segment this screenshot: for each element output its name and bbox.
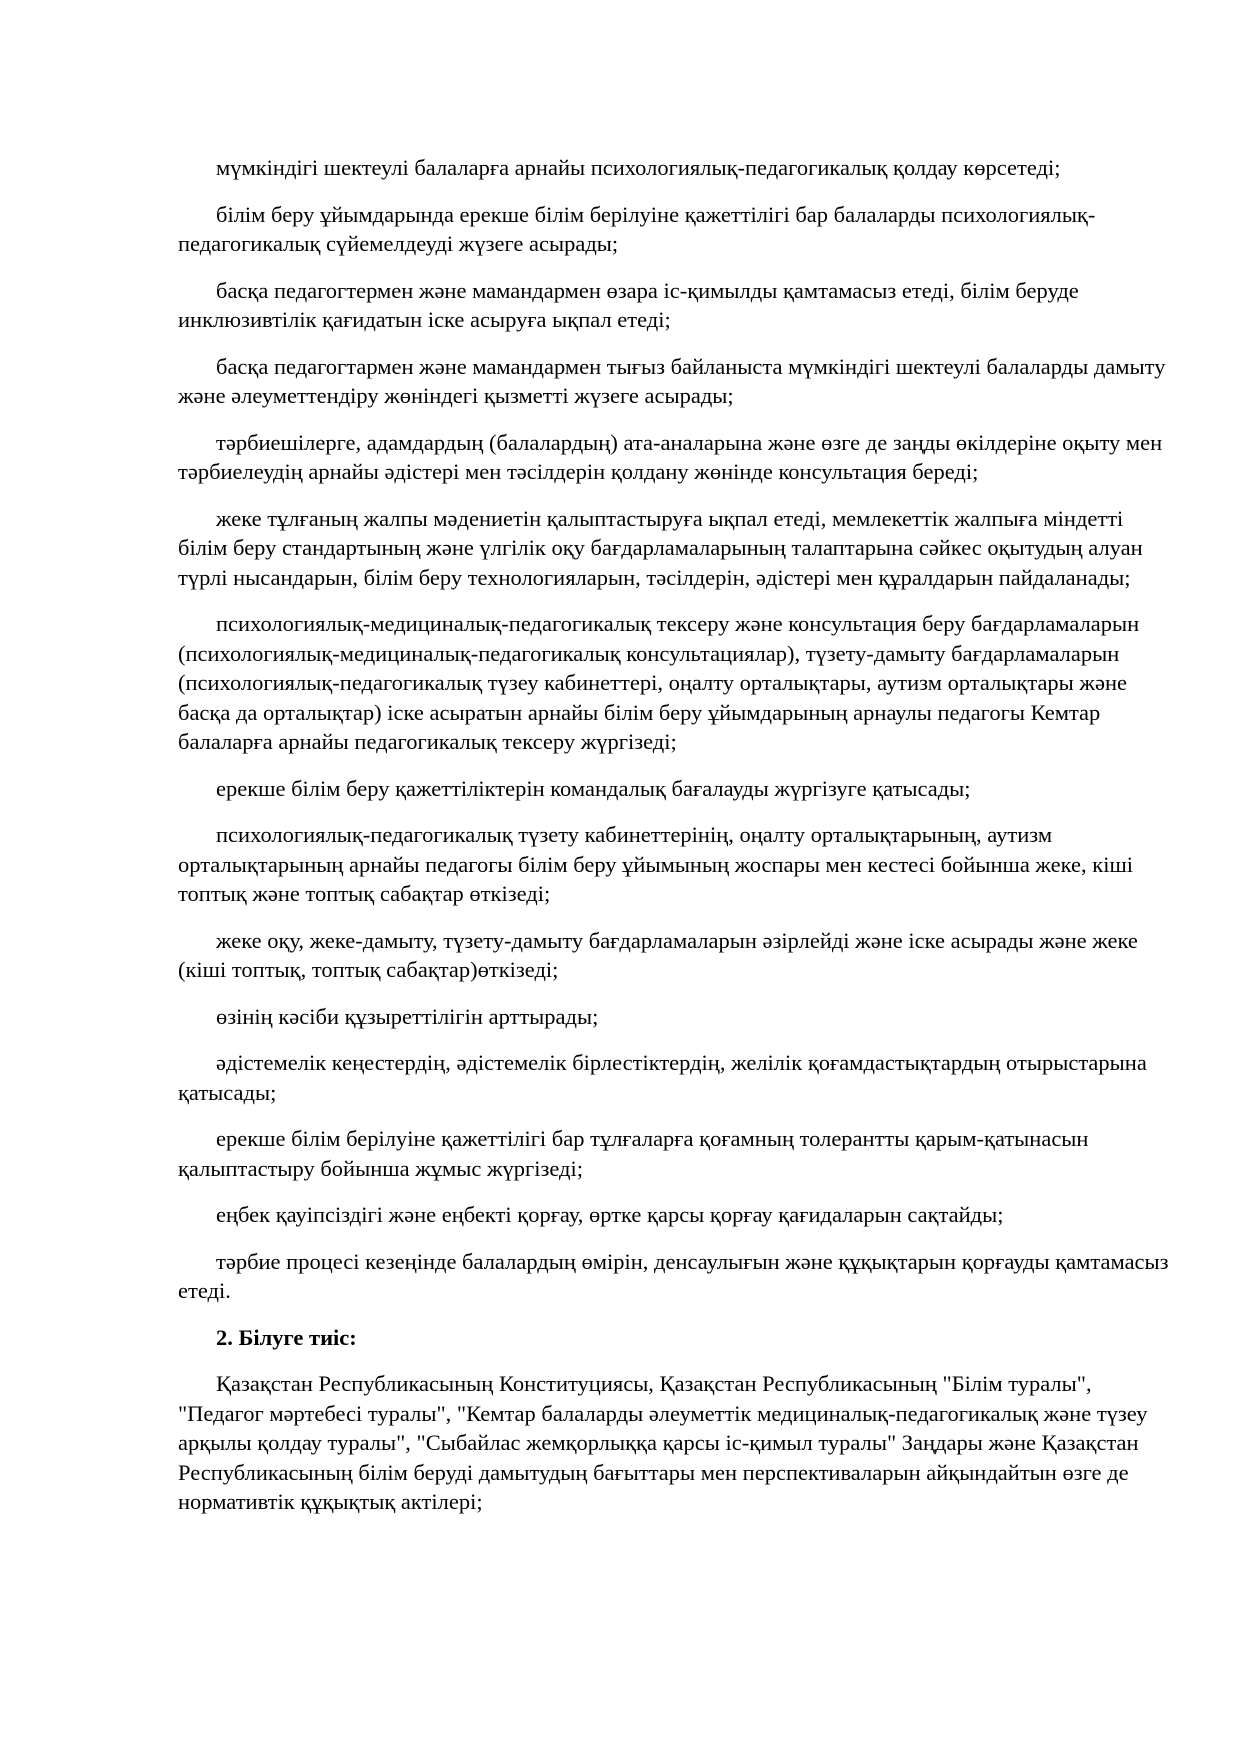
knowledge-paragraph-1: Қазақстан Республикасының Конституциясы, Қазақстан Республикасының "Білім туралы", "Педагог мәртебесі туралы", "Кемтар балаларды әлеуметтік медициналық-педагогикалық және түзеу арқылы қолдау туралы", "Сыбайлас жемқорлыққа қарсы іс-қимыл туралы" Заңдары және Қазақстан Республикасының білім беруді дамытудың бағыттары мен перспективаларын айқындайтын өзге де нормативтік құқықтық актілері; xyxy=(178,1371,1148,1514)
duty-paragraph-15: тәрбие процесі кезеңінде балалардың өмірін, денсаулығын және құқықтарын қорғауды қамтамасыз етеді. xyxy=(178,1248,1169,1303)
duty-paragraph-5: тәрбиешілерге, адамдардың (балалардың) ата-аналарына және өзге де заңды өкілдеріне оқыту мен тәрбиелеудің арнайы әдістері мен тәсілдерін қолдану жөнінде консультация береді; xyxy=(178,429,1163,484)
duty-paragraph-7: психологиялық-медициналық-педагогикалық тексеру және консультация беру бағдарламаларын (психологиялық-медициналық-педагогикалық консультациялар), түзету-дамыту бағдарламаларын (психологиялық-педагогикалық түзеу кабинеттері, оңалту орталықтары, аутизм орталықтары және басқа да орталықтар) іске асыратын арнайы білім беру ұйымдарының арнаулы педагогы Кемтар балаларға арнайы педагогикалық тексеру жүргізеді; xyxy=(178,611,1140,754)
duty-paragraph-3: басқа педагогтермен және мамандармен өзара іс-қимылды қамтамасыз етеді, білім беруде инклюзивтілік қағидатын іске асыруға ықпал етеді; xyxy=(178,277,1079,332)
duty-paragraph-11: өзінің кәсіби құзыреттілігін арттырады; xyxy=(216,1003,599,1029)
duty-paragraph-8: ерекше білім беру қажеттіліктерін командалық бағалауды жүргізуге қатысады; xyxy=(216,775,971,801)
duty-paragraph-2: білім беру ұйымдарында ерекше білім берілуіне қажеттілігі бар балаларды психологиялық-педагогикалық сүйемелдеуді жүзеге асырады; xyxy=(178,201,1096,256)
duty-paragraph-4: басқа педагогтармен және мамандармен тығыз байланыста мүмкіндігі шектеулі балаларды дамыту және әлеуметтендіру жөніндегі қызметті жүзеге асырады; xyxy=(178,353,1166,408)
duty-paragraph-10: жеке оқу, жеке-дамыту, түзету-дамыту бағдарламаларын әзірлейді және іске асырады және жеке (кіші топтық, топтық сабақтар)өткізеді; xyxy=(178,927,1138,982)
duty-paragraph-6: жеке тұлғаның жалпы мәдениетін қалыптастыруға ықпал етеді, мемлекеттік жалпыға міндетті білім беру стандартының және үлгілік оқу бағдарламаларының талаптарына сәйкес оқытудың алуан түрлі нысандарын, білім беру технологияларын, тәсілдерін, әдістері мен құралдарын пайдаланады; xyxy=(178,505,1143,590)
duty-paragraph-14: еңбек қауіпсіздігі және еңбекті қорғау, өртке қарсы қорғау қағидаларын сақтайды; xyxy=(216,1202,1004,1227)
duty-paragraph-13: ерекше білім берілуіне қажеттілігі бар тұлғаларға қоғамның толерантты қарым-қатынасын қалыптастыру бойынша жұмыс жүргізеді; xyxy=(178,1126,1089,1181)
duty-paragraph-9: психологиялық-педагогикалық түзету кабинеттерінің, оңалту орталықтарының, аутизм орталықтарының арнайы педагогы білім беру ұйымының жоспары мен кестесі бойынша жеке, кіші топтық және топтық сабақтар өткізеді; xyxy=(178,822,1134,906)
duty-paragraph-1: мүмкіндігі шектеулі балаларға арнайы психологиялық-педагогикалық қолдау көрсетеді; xyxy=(216,155,1061,180)
section-heading: 2. Білуге тиіс: xyxy=(216,1324,357,1350)
duty-paragraph-12: әдістемелік кеңестердің, әдістемелік бірлестіктердің, желілік қоғамдастықтардың отырыстарына қатысады; xyxy=(178,1050,1147,1105)
document-body xyxy=(178,153,1178,1534)
